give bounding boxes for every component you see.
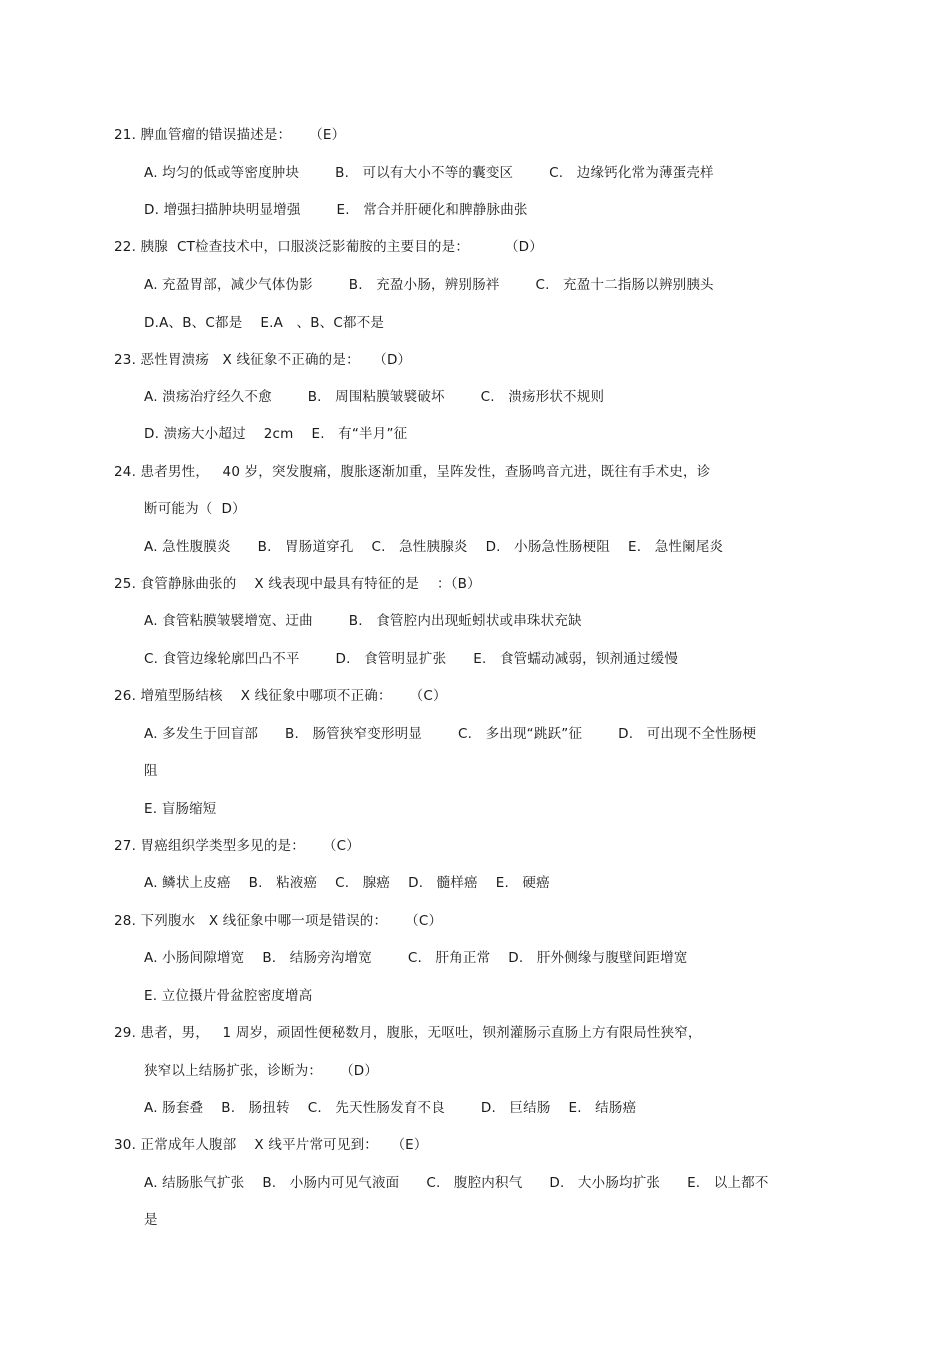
question-21-options-1: A. 均匀的低或等密度肿块 B. 可以有大小不等的囊变区 C. 边缘钙化常为薄蛋壳样 [144,165,714,181]
question-30-stem: 30. 正常成年人腹部 X 线平片常可见到： （E） [114,1137,428,1153]
question-25-options-1: A. 食管粘膜皱襞增宽、迂曲 B. 食管腔内出现蚯蚓状或串珠状充缺 [144,613,582,629]
question-29-options-1: A. 肠套叠 B. 肠扭转 C. 先天性肠发育不良 D. 巨结肠 E. 结肠癌 [144,1100,637,1116]
question-28-options-2: E. 立位摄片骨盆腔密度增高 [144,988,313,1004]
question-28-stem: 28. 下列腹水 X 线征象中哪一项是错误的： （C） [114,913,443,929]
question-29-stem-1: 29. 患者，男， 1 周岁，顽固性便秘数月，腹胀，无呕吐，钡剂灌肠示直肠上方有限局性狭窄， [114,1025,702,1041]
question-24-stem-1: 24. 患者男性， 40 岁，突发腹痛，腹胀逐渐加重，呈阵发性，查肠鸣音亢进，既往有手术史，诊 [114,464,711,480]
question-30-options-1: A. 结肠胀气扩张 B. 小肠内可见气液面 C. 腹腔内积气 D. 大小肠均扩张 E. 以上都不 [144,1175,769,1191]
question-23-options-2: D. 溃疡大小超过 2cm E. 有“半月”征 [144,426,408,442]
question-28-options-1: A. 小肠间隙增宽 B. 结肠旁沟增宽 C. 肝角正常 D. 肝外侧缘与腹壁间距增宽 [144,950,688,966]
question-24-options-1: A. 急性腹膜炎 B. 胃肠道穿孔 C. 急性胰腺炎 D. 小肠急性肠梗阻 E. 急性阑尾炎 [144,539,724,555]
question-25-options-2: C. 食管边缘轮廓凹凸不平 D. 食管明显扩张 E. 食管蠕动减弱，钡剂通过缓慢 [144,651,679,667]
question-22-options-2: D.A、B、C都是 E.A 、B、C都不是 [144,315,385,331]
question-23-options-1: A. 溃疡治疗经久不愈 B. 周围粘膜皱襞破坏 C. 溃疡形状不规则 [144,389,605,405]
question-30-options-2: 是 [144,1212,158,1228]
question-23-stem: 23. 恶性胃溃疡 X 线征象不正确的是： （D） [114,352,412,368]
question-26-options-1: A. 多发生于回盲部 B. 肠管狭窄变形明显 C. 多出现“跳跃”征 D. 可出现不全性肠梗 [144,726,757,742]
question-26-options-2: 阻 [144,763,158,779]
question-26-stem: 26. 增殖型肠结核 X 线征象中哪项不正确： （C） [114,688,447,704]
question-22-options-1: A. 充盈胃部，减少气体伪影 B. 充盈小肠，辨别肠袢 C. 充盈十二指肠以辨别胰头 [144,277,714,293]
question-21-stem: 21. 脾血管瘤的错误描述是： （E） [114,127,346,143]
question-22-stem: 22. 胰腺 CT检查技术中，口服淡泛影葡胺的主要目的是： （D） [114,239,543,255]
question-26-options-3: E. 盲肠缩短 [144,801,217,817]
question-21-options-2: D. 增强扫描肿块明显增强 E. 常合并肝硬化和脾静脉曲张 [144,202,528,218]
question-29-stem-2: 狭窄以上结肠扩张，诊断为： （D） [144,1063,379,1079]
question-27-stem: 27. 胃癌组织学类型多见的是： （C） [114,838,360,854]
question-25-stem: 25. 食管静脉曲张的 X 线表现中最具有特征的是 ：（B） [114,576,481,592]
question-27-options-1: A. 鳞状上皮癌 B. 粘液癌 C. 腺癌 D. 髓样癌 E. 硬癌 [144,875,550,891]
question-24-stem-2: 断可能为（ D） [144,501,246,517]
